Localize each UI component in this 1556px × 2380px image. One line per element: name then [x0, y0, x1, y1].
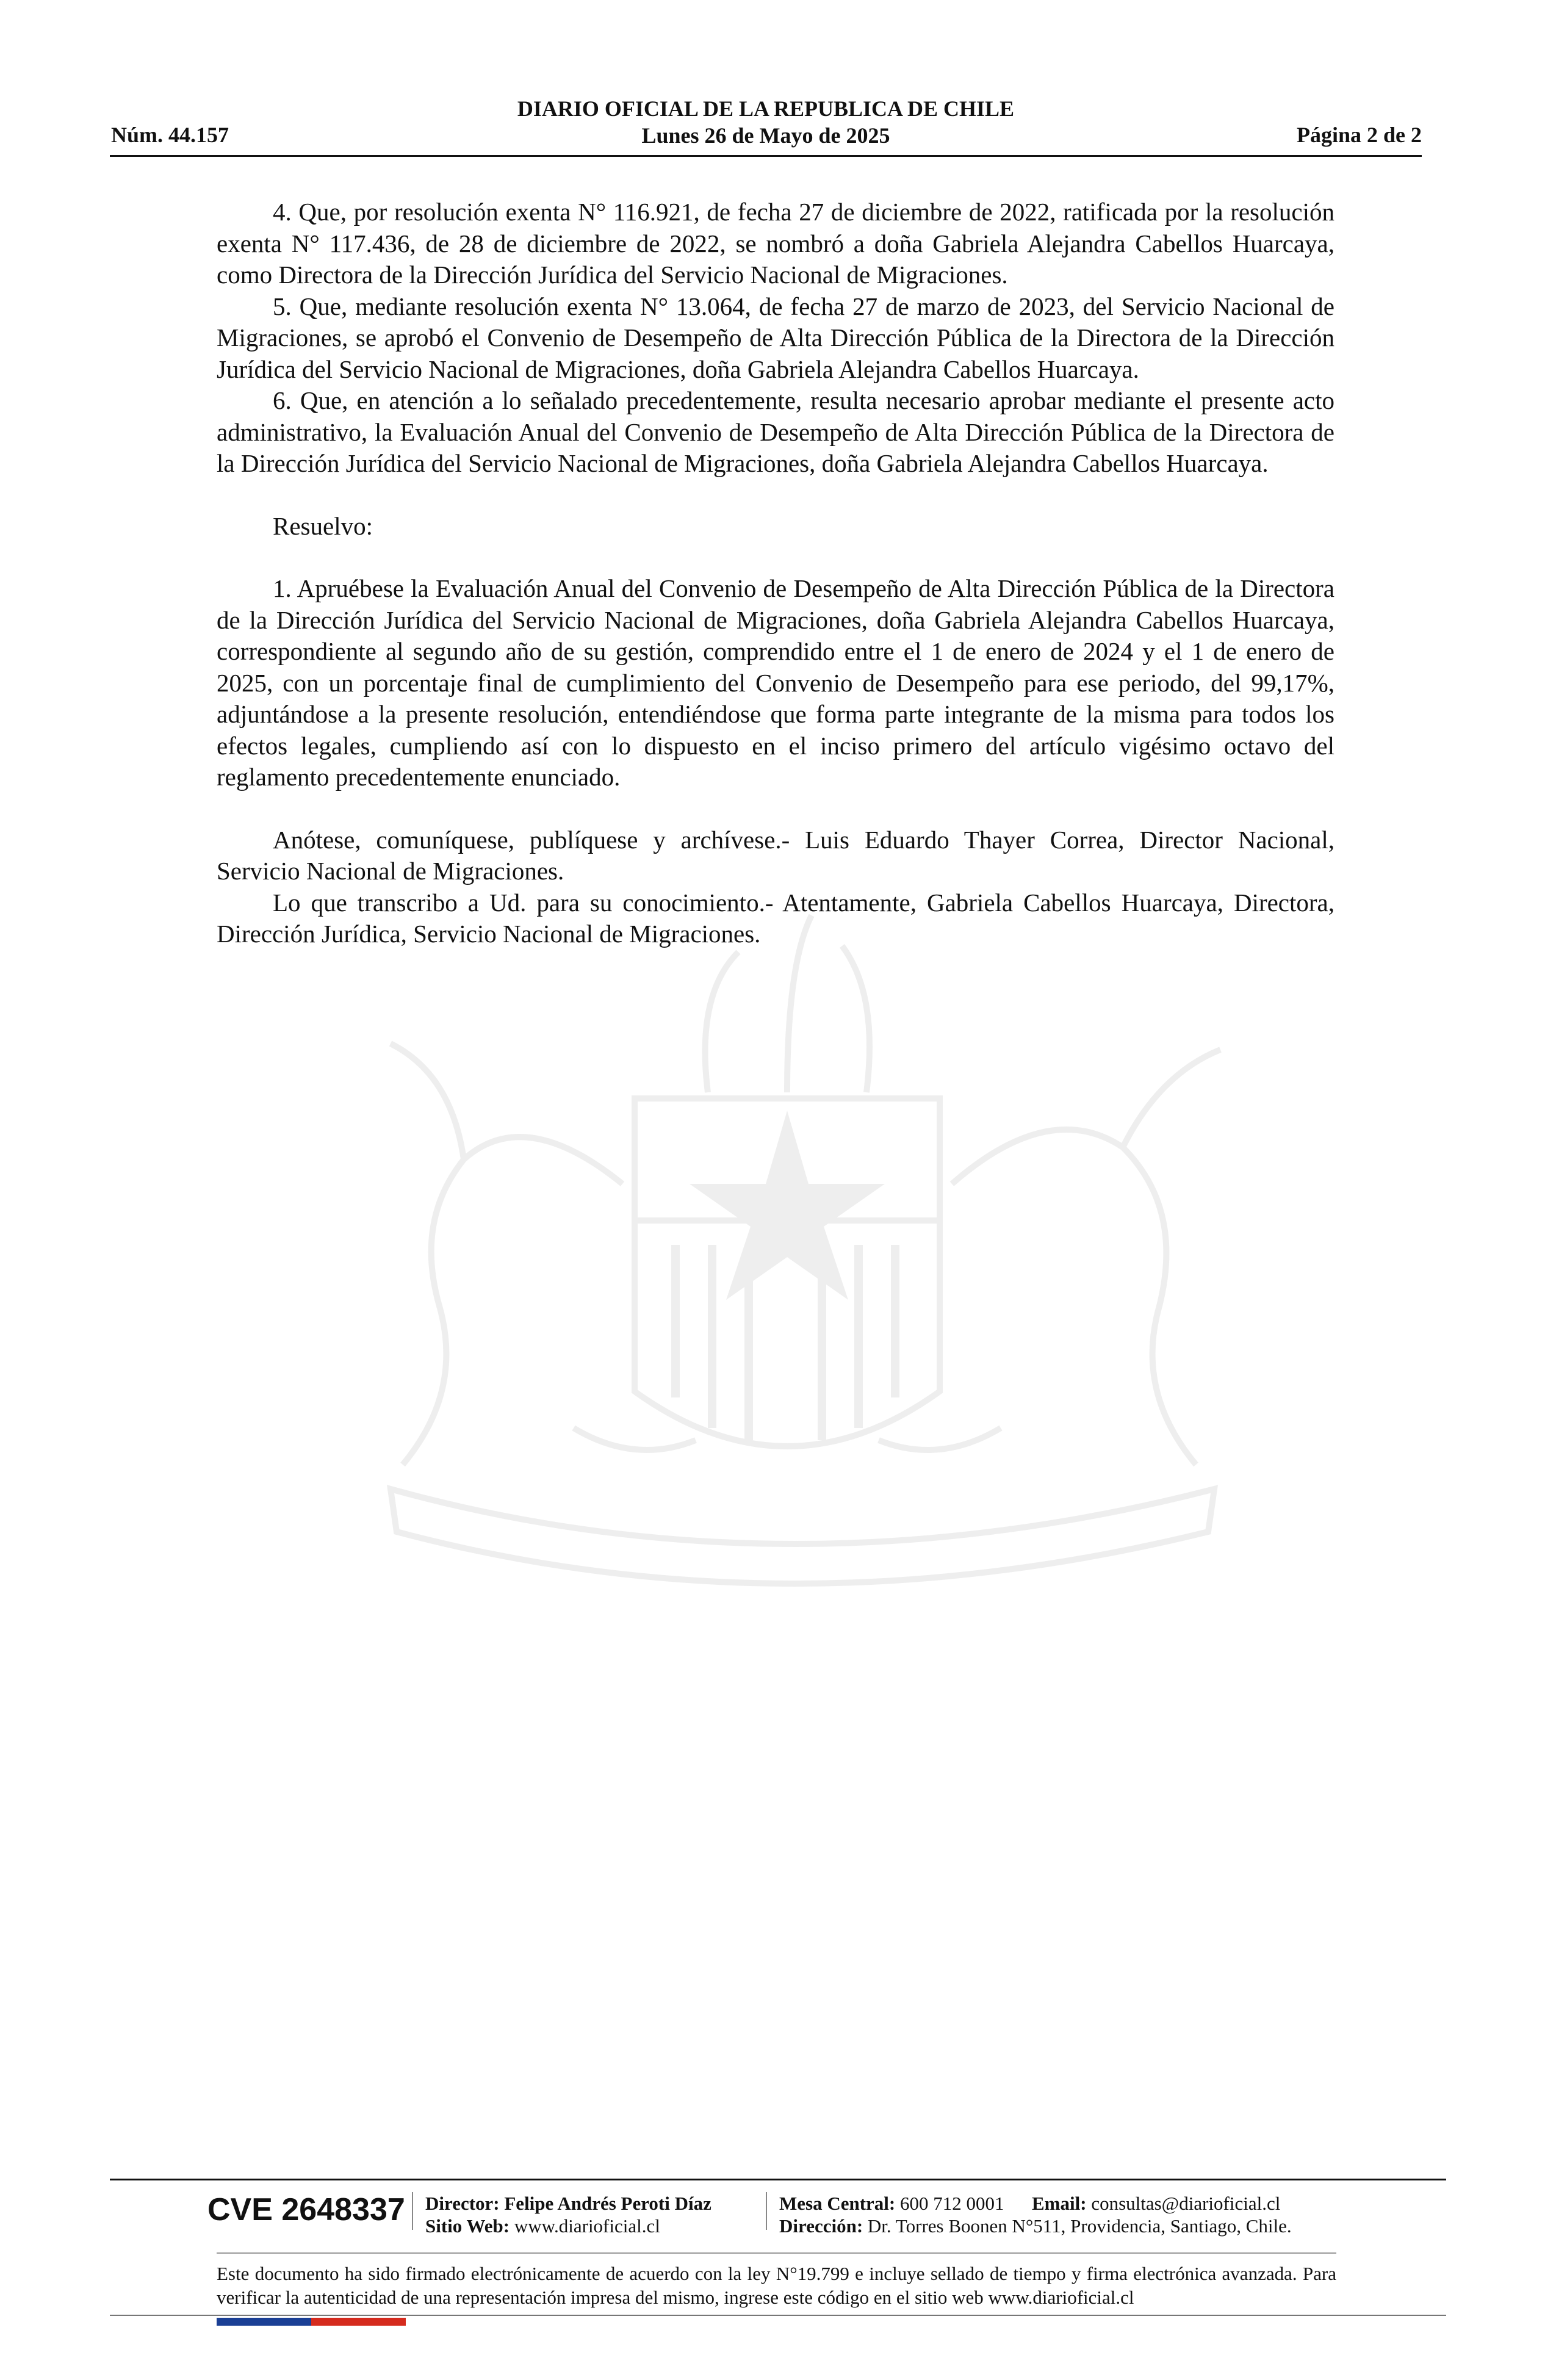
director-label: Director: [425, 2193, 500, 2214]
issue-number: Núm. 44.157 [111, 123, 229, 147]
footer-contact [779, 2192, 1280, 2215]
footer-separator [766, 2192, 767, 2230]
page-header [110, 93, 1422, 154]
page-number: Página 2 de 2 [1296, 123, 1422, 147]
email-label: Email: [1032, 2193, 1087, 2214]
considerando-4: 4. Que, por resolución exenta N° 116.921, de fecha 27 de diciembre de 2022, ratificada por la resolución exenta N° 117.436, de 28 de diciembre de 2022, se nombró a doña Gabriela Alejandra Cabellos Huarcaya, como Directora de la Dirección Jurídica del Servicio Nacional de Migraciones. [217, 198, 1334, 289]
publication-date: Lunes 26 de Mayo de 2025 [641, 123, 890, 148]
considerando-5: 5. Que, mediante resolución exenta N° 13.064, de fecha 27 de marzo de 2023, del Servicio Nacional de Migraciones, se aprobó el Convenio de Desempeño de Alta Dirección Pública de la Directora de la Dirección Jurídica del Servicio Nacional de Migraciones, doña Gabriela Alejandra Cabellos Huarcaya. [217, 292, 1334, 383]
website-link[interactable]: www.diarioficial.cl [514, 2215, 660, 2237]
header-center [110, 95, 1422, 149]
address-label: Dirección: [779, 2215, 863, 2237]
footer-inner-divider [217, 2252, 1336, 2254]
flag-red-segment [311, 2318, 406, 2326]
footer-bottom-divider [110, 2315, 1446, 2316]
legal-notice: Este documento ha sido firmado electrónicamente de acuerdo con la ley N°19.799 e incluye sellado de tiempo y firma electrónica avanzada. Para verificar la autenticidad de una representación impresa del mismo, ingrese este código en el sitio web www.diarioficial.cl [217, 2263, 1336, 2308]
footer-divider [110, 2179, 1446, 2180]
footer-separator [412, 2192, 413, 2230]
flag-blue-segment [217, 2318, 311, 2326]
paragraph-gap [217, 480, 1334, 511]
publication-title: DIARIO OFICIAL DE LA REPUBLICA DE CHILE [517, 96, 1015, 121]
address-value: Dr. Torres Boonen N°511, Providencia, Santiago, Chile. [867, 2215, 1292, 2237]
transcription-note: Lo que transcribo a Ud. para su conocimiento.- Atentamente, Gabriela Cabellos Huarcaya, Directora, Dirección Jurídica, Servicio Nacional de Migraciones. [217, 888, 1334, 948]
flag-stripe [217, 2318, 406, 2326]
phone-number: 600 712 0001 [900, 2193, 1004, 2214]
footer-director [425, 2192, 711, 2215]
director-name: Felipe Andrés Peroti Díaz [504, 2193, 711, 2214]
paragraph-gap [217, 542, 1334, 573]
considerando-6: 6. Que, en atención a lo señalado precedentemente, resulta necesario aprobar mediante el presente acto administrativo, la Evaluación Anual del Convenio de Desempeño de Alta Dirección Pública de la Directora de la Dirección Jurídica del Servicio Nacional de Migraciones, doña Gabriela Alejandra Cabellos Huarcaya. [217, 386, 1334, 477]
phone-label: Mesa Central: [779, 2193, 896, 2214]
chile-coat-of-arms-icon [207, 842, 1367, 1666]
closing-formula: Anótese, comuníquese, publíquese y archívese.- Luis Eduardo Thayer Correa, Director Nacional, Servicio Nacional de Migraciones. [217, 825, 1334, 885]
resolution-article-1: 1. Apruébese la Evaluación Anual del Convenio de Desempeño de Alta Dirección Pública de la Directora de la Dirección Jurídica del Servicio Nacional de Migraciones, doña Gabriela Alejandra Cabellos Huarcaya, correspondiente al segundo año de su gestión, comprendido entre el 1 de enero de 2024 y el 1 de enero de 2025, con un porcentaje final de cumplimiento del Convenio de Desempeño para ese periodo, del 99,17%, adjuntándose a la presente resolución, entendiéndose que forma parte integrante de la misma para todos los efectos legales, cumpliendo así con lo dispuesto en el inciso primero del artículo vigésimo octavo del reglamento precedentemente enunciado. [217, 574, 1334, 791]
document-body [217, 197, 1334, 950]
resuelvo-heading: Resuelvo: [273, 511, 373, 540]
footer-address [779, 2215, 1292, 2237]
email-link[interactable]: consultas@diarioficial.cl [1091, 2193, 1281, 2214]
website-label: Sitio Web: [425, 2215, 510, 2237]
header-divider [110, 155, 1422, 157]
paragraph-gap [217, 793, 1334, 824]
cve-code: CVE 2648337 [207, 2192, 405, 2227]
footer-website [425, 2215, 660, 2237]
